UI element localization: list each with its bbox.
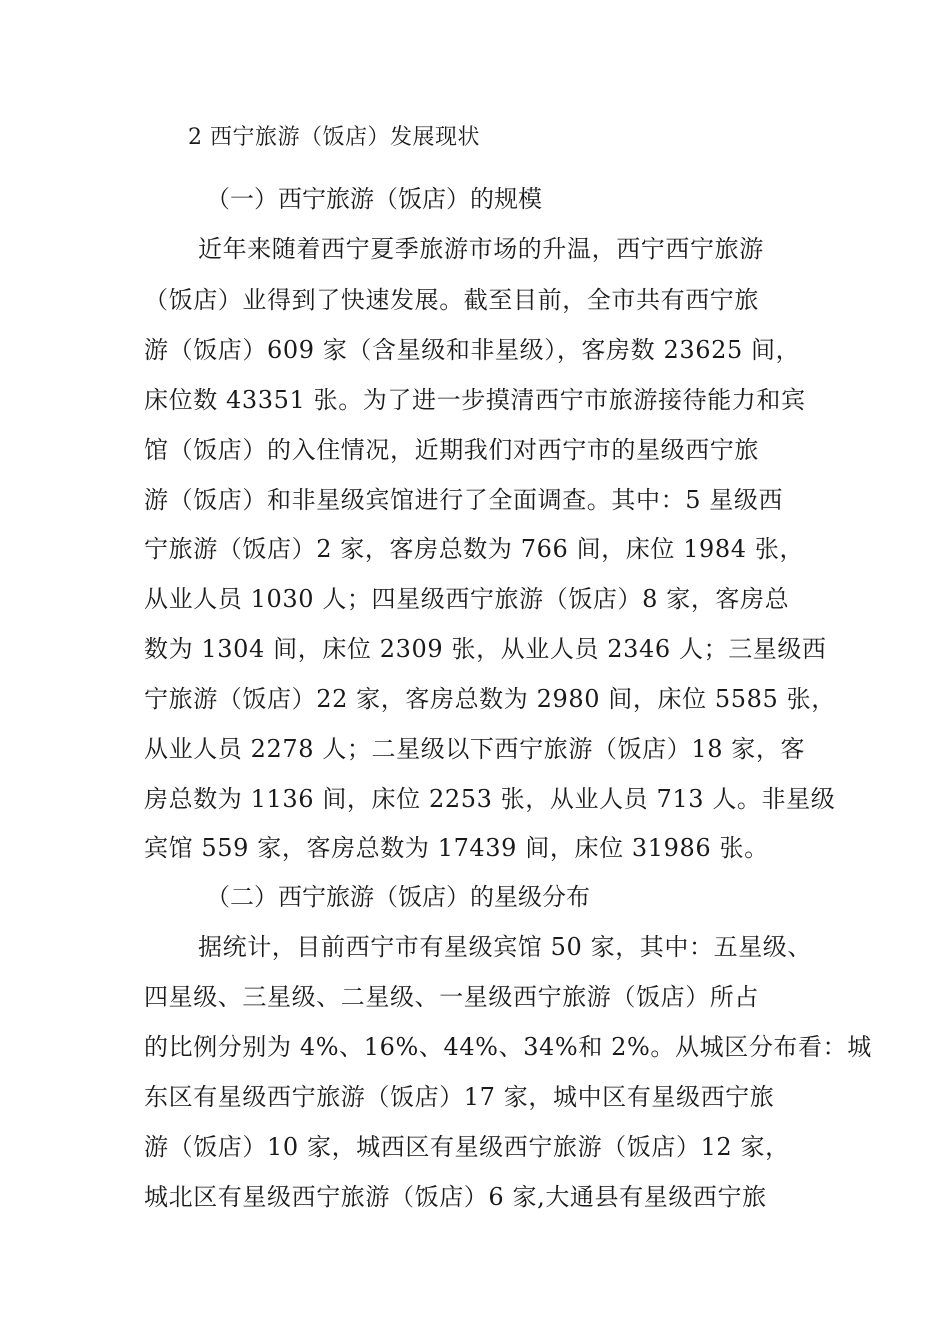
section-title: 2 西宁旅游（饭店）发展现状 (188, 125, 480, 150)
paragraph-line: 馆（饭店）的入住情况，近期我们对西宁市的星级西宁旅 (144, 436, 759, 464)
paragraph-line: 从业人员 2278 人；二星级以下西宁旅游（饭店）18 家，客 (144, 735, 806, 763)
subsection-1-heading: （一）西宁旅游（饭店）的规模 (206, 185, 542, 213)
paragraph-line: 东区有星级西宁旅游（饭店）17 家，城中区有星级西宁旅 (144, 1083, 775, 1111)
paragraph-line: （饭店）业得到了快速发展。截至目前，全市共有西宁旅 (144, 286, 759, 314)
paragraph-line: 数为 1304 间，床位 2309 张，从业人员 2346 人；三星级西 (144, 635, 827, 663)
paragraph-line: 游（饭店）10 家，城西区有星级西宁旅游（饭店）12 家， (144, 1133, 790, 1161)
paragraph-line: 的比例分别为 4%、16%、44%、34%和 2%。从城区分布看：城 (144, 1033, 872, 1061)
paragraph-line: 据统计，目前西宁市有星级宾馆 50 家，其中：五星级、 (198, 933, 812, 961)
subsection-2-heading: （二）西宁旅游（饭店）的星级分布 (206, 883, 590, 911)
paragraph-line: 游（饭店）和非星级宾馆进行了全面调查。其中：5 星级西 (144, 486, 784, 514)
paragraph-line: 从业人员 1030 人；四星级西宁旅游（饭店）8 家，客房总 (144, 585, 790, 613)
paragraph-line: 四星级、三星级、二星级、一星级西宁旅游（饭店）所占 (144, 983, 759, 1011)
paragraph-line: 宁旅游（饭店）22 家，客房总数为 2980 间，床位 5585 张， (144, 685, 836, 713)
paragraph-line: 近年来随着西宁夏季旅游市场的升温，西宁西宁旅游 (198, 235, 764, 263)
paragraph-line: 床位数 43351 张。为了进一步摸清西宁市旅游接待能力和宾 (144, 386, 806, 414)
paragraph-line: 游（饭店）609 家（含星级和非星级），客房数 23625 间， (144, 336, 801, 364)
paragraph-line: 房总数为 1136 间，床位 2253 张，从业人员 713 人。非星级 (144, 785, 836, 813)
paragraph-line: 宾馆 559 家，客房总数为 17439 间，床位 31986 张。 (144, 834, 769, 862)
paragraph-line: 宁旅游（饭店）2 家，客房总数为 766 间，床位 1984 张， (144, 535, 805, 563)
paragraph-line: 城北区有星级西宁旅游（饭店）6 家,大通县有星级西宁旅 (144, 1183, 767, 1211)
